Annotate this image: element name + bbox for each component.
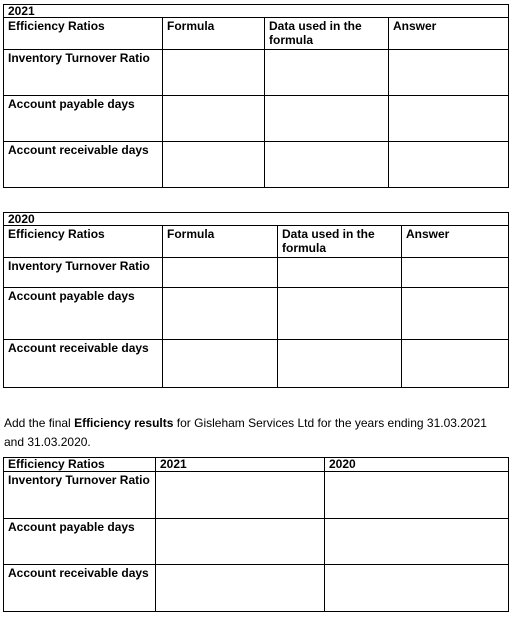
table-2021 <box>3 4 509 188</box>
header-data-used: Data used in the formula <box>265 18 389 50</box>
data-cell[interactable] <box>265 142 389 188</box>
result-2021-cell[interactable] <box>156 519 325 565</box>
formula-cell[interactable] <box>163 50 265 96</box>
result-2020-cell[interactable] <box>325 519 509 565</box>
header-efficiency-ratios: Efficiency Ratios <box>4 458 156 472</box>
header-formula: Formula <box>163 18 265 50</box>
data-cell[interactable] <box>278 258 402 288</box>
row-label-account-payable-days: Account payable days <box>4 288 163 340</box>
row-label-account-receivable-days: Account receivable days <box>4 340 163 388</box>
answer-cell[interactable] <box>389 96 509 142</box>
header-year-2020: 2020 <box>325 458 509 472</box>
instruction-prefix: Add the final <box>4 416 75 430</box>
header-answer: Answer <box>389 18 509 50</box>
row-label-inventory-turnover: Inventory Turnover Ratio <box>4 50 163 96</box>
instruction-suffix: for Gisleham Services Ltd for the years ending 31.03.2021 and 31.03.2020. <box>4 416 487 449</box>
row-label-inventory-turnover: Inventory Turnover Ratio <box>4 472 156 519</box>
formula-cell[interactable] <box>163 258 278 288</box>
header-formula: Formula <box>163 226 278 258</box>
formula-cell[interactable] <box>163 340 278 388</box>
instruction-text <box>4 414 510 452</box>
header-year-2021: 2021 <box>156 458 325 472</box>
data-cell[interactable] <box>265 96 389 142</box>
result-2021-cell[interactable] <box>156 565 325 612</box>
result-2021-cell[interactable] <box>156 472 325 519</box>
formula-cell[interactable] <box>163 288 278 340</box>
result-2020-cell[interactable] <box>325 472 509 519</box>
data-cell[interactable] <box>278 288 402 340</box>
results-table <box>3 457 509 612</box>
header-efficiency-ratios: Efficiency Ratios <box>4 226 163 258</box>
row-label-account-receivable-days: Account receivable days <box>4 142 163 188</box>
row-label-inventory-turnover: Inventory Turnover Ratio <box>4 258 163 288</box>
year-label-2021: 2021 <box>4 5 509 18</box>
formula-cell[interactable] <box>163 142 265 188</box>
data-cell[interactable] <box>265 50 389 96</box>
row-label-account-receivable-days: Account receivable days <box>4 565 156 612</box>
answer-cell[interactable] <box>402 288 509 340</box>
row-label-account-payable-days: Account payable days <box>4 96 163 142</box>
answer-cell[interactable] <box>389 142 509 188</box>
year-label-2020: 2020 <box>4 213 509 226</box>
answer-cell[interactable] <box>402 258 509 288</box>
header-data-used: Data used in the formula <box>278 226 402 258</box>
formula-cell[interactable] <box>163 96 265 142</box>
answer-cell[interactable] <box>389 50 509 96</box>
result-2020-cell[interactable] <box>325 565 509 612</box>
instruction-bold: Efficiency results <box>74 416 174 430</box>
header-efficiency-ratios: Efficiency Ratios <box>4 18 163 50</box>
data-cell[interactable] <box>278 340 402 388</box>
table-2020 <box>3 212 509 388</box>
row-label-account-payable-days: Account payable days <box>4 519 156 565</box>
answer-cell[interactable] <box>402 340 509 388</box>
header-answer: Answer <box>402 226 509 258</box>
